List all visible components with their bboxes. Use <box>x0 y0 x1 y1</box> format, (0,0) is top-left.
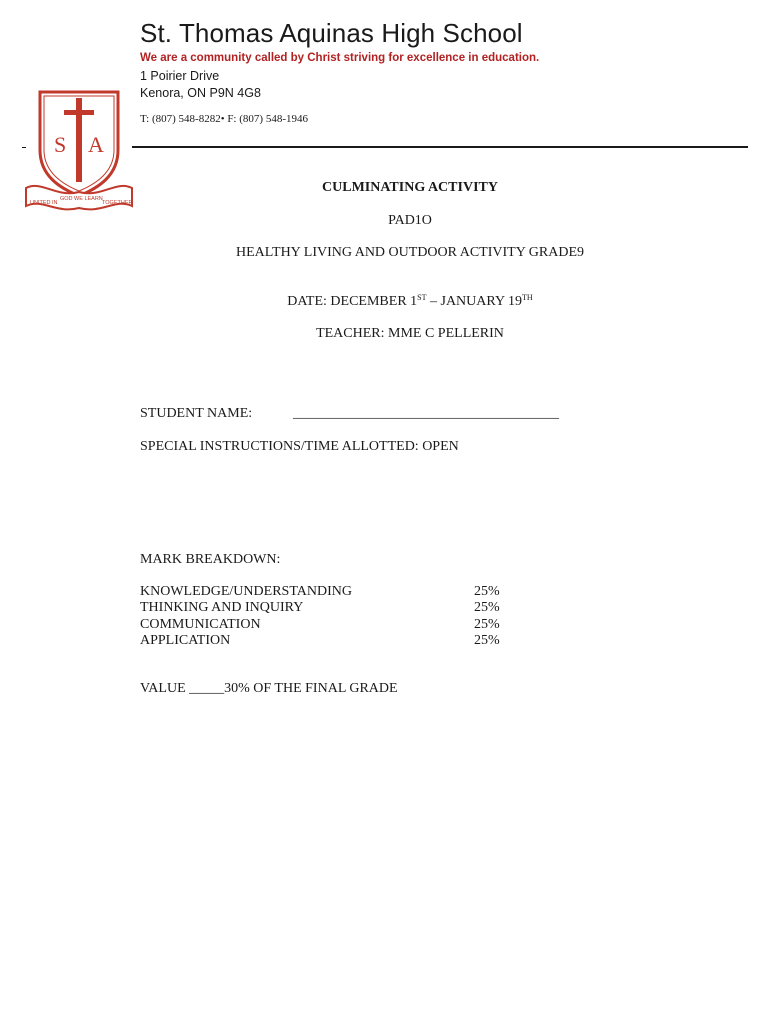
phone-fax-line: T: (807) 548-8282• F: (807) 548-1946 <box>140 113 308 125</box>
course-code: PAD1O <box>388 213 432 228</box>
student-name-blank[interactable]: ______________________________________ <box>293 406 559 421</box>
mark-category: COMMUNICATION <box>140 617 261 632</box>
date-start-suffix: ST <box>417 293 427 302</box>
mark-weight: 25% <box>474 584 500 599</box>
crest-ribbon-right: TOGETHER <box>102 200 133 206</box>
margin-tick <box>22 147 26 148</box>
date-range <box>0 293 768 310</box>
date-end-suffix: TH <box>522 293 533 302</box>
address-line-1: 1 Poirier Drive <box>140 69 220 83</box>
value-of-final-grade: VALUE _____30% OF THE FINAL GRADE <box>140 681 398 696</box>
school-crest-logo <box>22 88 136 216</box>
crest-ribbon-left: UNITED IN <box>30 200 58 206</box>
mark-breakdown-heading: MARK BREAKDOWN: <box>140 552 281 567</box>
header-divider <box>132 146 748 148</box>
school-name: St. Thomas Aquinas High School <box>140 18 523 48</box>
mark-weight: 25% <box>474 617 500 632</box>
student-name-label: STUDENT NAME: <box>140 406 253 421</box>
date-start-text: DATE: DECEMBER 1 <box>287 294 418 309</box>
special-instructions: SPECIAL INSTRUCTIONS/TIME ALLOTTED: OPEN <box>140 439 459 454</box>
mark-weight: 25% <box>474 633 500 648</box>
course-name: HEALTHY LIVING AND OUTDOOR ACTIVITY GRADE9 <box>235 245 585 260</box>
crest-ribbon-center: GOD WE LEARN <box>60 196 103 202</box>
mark-category: THINKING AND INQUIRY <box>140 600 304 615</box>
mark-category: KNOWLEDGE/UNDERSTANDING <box>140 584 352 599</box>
address-line-2: Kenora, ON P9N 4G8 <box>140 86 261 100</box>
school-motto: We are a community called by Christ striving for excellence in education. <box>140 52 540 64</box>
mark-category: APPLICATION <box>140 633 231 648</box>
document-title: CULMINATING ACTIVITY <box>322 180 498 195</box>
date-end-text: – JANUARY 19 <box>426 294 523 309</box>
crest-letter-s: S <box>54 132 67 157</box>
crest-letter-a: A <box>88 132 104 157</box>
teacher-name: TEACHER: MME C PELLERIN <box>316 326 504 341</box>
mark-weight: 25% <box>474 600 500 615</box>
